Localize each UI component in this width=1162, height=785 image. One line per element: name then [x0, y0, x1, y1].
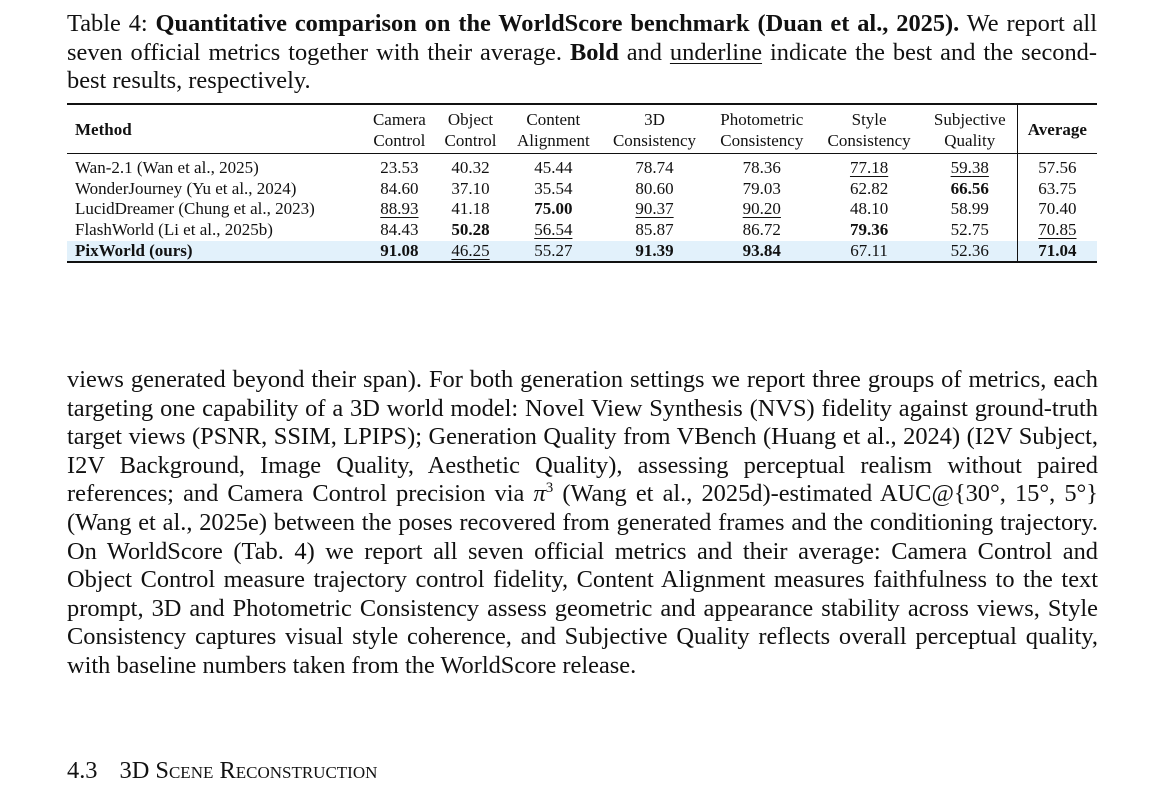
value-cell — [506, 241, 601, 263]
table-row — [67, 199, 1097, 220]
value-cell — [364, 199, 436, 220]
table-row — [67, 179, 1097, 200]
average-cell — [1017, 154, 1097, 179]
table-row — [67, 220, 1097, 241]
value-text: 40.32 — [451, 158, 490, 178]
value-text: 55.27 — [534, 240, 573, 260]
value-text: 78.74 — [635, 158, 674, 178]
average-cell — [1017, 199, 1097, 220]
section-title: 3D Scene Reconstruction — [119, 757, 378, 784]
value-text: 35.54 — [534, 178, 573, 198]
method-cell: LucidDreamer (Chung et al., 2023) — [75, 199, 315, 219]
value-text: 84.43 — [380, 219, 419, 239]
value-text: 79.03 — [742, 178, 781, 198]
value-cell — [708, 179, 815, 200]
method-cell: PixWorld (ours) — [75, 240, 193, 260]
value-cell — [815, 220, 922, 241]
value-text: 52.36 — [950, 240, 989, 260]
method-cell: FlashWorld (Li et al., 2025b) — [75, 219, 273, 239]
value-text: 67.11 — [850, 240, 888, 260]
pi-symbol: π — [533, 480, 546, 508]
value-text: 78.36 — [742, 158, 781, 178]
value-cell — [708, 199, 815, 220]
value-text: 50.28 — [451, 219, 490, 239]
column-header: Object Control — [444, 110, 497, 150]
value-text: 46.25 — [451, 240, 490, 260]
table-row — [67, 241, 1097, 263]
average-cell — [1017, 179, 1097, 200]
average-cell — [1017, 220, 1097, 241]
value-text: 41.18 — [451, 199, 490, 219]
value-cell — [435, 220, 506, 241]
value-cell — [364, 179, 436, 200]
column-header: Style Consistency — [827, 110, 911, 150]
method-cell: WonderJourney (Yu et al., 2024) — [75, 178, 297, 198]
value-text: 85.87 — [635, 219, 674, 239]
value-cell — [364, 241, 436, 263]
section-heading — [67, 757, 377, 785]
average-text: 71.04 — [1038, 240, 1077, 260]
table-row — [67, 154, 1097, 179]
caption-label: Table 4: — [67, 10, 148, 37]
average-text: 57.56 — [1038, 158, 1077, 178]
value-text: 48.10 — [849, 199, 889, 219]
caption-bold-word: Bold — [569, 38, 619, 66]
value-cell — [708, 154, 815, 179]
value-text: 77.18 — [849, 158, 889, 178]
average-header: Average — [1017, 104, 1097, 154]
body-paragraph — [67, 366, 1098, 681]
value-text: 66.56 — [950, 178, 989, 198]
column-header: Content Alignment — [516, 110, 590, 150]
value-text: 90.37 — [635, 199, 674, 219]
value-cell — [435, 199, 506, 220]
value-cell — [815, 199, 922, 220]
value-cell — [601, 154, 708, 179]
average-cell — [1017, 241, 1097, 263]
caption-underline-word: underline — [669, 38, 763, 66]
table-body — [67, 154, 1097, 262]
table-header-row — [67, 104, 1097, 154]
value-text: 91.39 — [635, 240, 674, 260]
value-text: 62.82 — [849, 178, 889, 198]
value-cell — [506, 179, 601, 200]
value-text: 91.08 — [380, 240, 419, 260]
value-cell — [815, 154, 922, 179]
method-cell: Wan-2.1 (Wan et al., 2025) — [75, 158, 259, 178]
value-cell — [601, 241, 708, 263]
value-text: 52.75 — [950, 219, 989, 239]
value-text: 93.84 — [742, 240, 781, 260]
value-text: 80.60 — [635, 178, 674, 198]
average-text: 70.85 — [1038, 219, 1077, 239]
value-cell — [435, 179, 506, 200]
value-text: 90.20 — [742, 199, 781, 219]
caption-text-end: indicate the best and the second-best results, respectively. — [67, 38, 1097, 95]
value-text: 56.54 — [534, 219, 573, 239]
body-text-part-1: views generated beyond their span). For both generation settings we report three groups of metrics, each targeting one capability of a 3D world model: Novel View Synthesis (NVS) fidelity against ground-truth target views (PSNR, SSIM, LPIPS); Generation Quality from VBench (Huang et al., 2024) (I2V Subject, I2V Background, Image Quality, Aesthetic Quality), assessing perceptual realism without paired references; and Camera Control precision via — [67, 366, 1098, 508]
caption-text: We report all seven official metrics together with their average. — [67, 10, 1097, 66]
value-text: 84.60 — [380, 178, 419, 198]
caption-title: Quantitative comparison on the WorldScore benchmark (Duan et al., 2025). — [155, 10, 960, 37]
value-cell — [506, 199, 601, 220]
value-text: 37.10 — [451, 178, 490, 198]
value-text: 45.44 — [534, 158, 573, 178]
value-text: 75.00 — [534, 199, 573, 219]
value-cell — [708, 220, 815, 241]
method-header: Method — [75, 120, 132, 140]
table-caption — [67, 10, 1097, 96]
column-header: Subjective Quality — [933, 110, 1006, 150]
body-text-part-2: (Wang et al., 2025d)-estimated AUC@{30°, 15°, 5°} — [562, 480, 1098, 508]
column-header: Photometric Consistency — [720, 110, 804, 150]
value-cell — [364, 220, 436, 241]
value-cell — [923, 154, 1018, 179]
value-cell — [923, 220, 1018, 241]
value-cell — [815, 179, 922, 200]
value-text: 79.36 — [849, 219, 889, 239]
value-cell — [708, 241, 815, 263]
column-header: Camera Control — [372, 110, 426, 150]
value-text: 88.93 — [380, 199, 419, 219]
value-cell — [923, 179, 1018, 200]
value-cell — [364, 154, 436, 179]
average-text: 63.75 — [1038, 178, 1077, 198]
results-table — [67, 103, 1097, 263]
value-cell — [435, 154, 506, 179]
value-cell — [815, 241, 922, 263]
value-text: 86.72 — [742, 219, 781, 239]
value-text: 23.53 — [380, 158, 419, 178]
value-cell — [923, 199, 1018, 220]
value-cell — [601, 179, 708, 200]
value-cell — [435, 241, 506, 263]
value-cell — [506, 220, 601, 241]
value-text: 59.38 — [950, 158, 989, 178]
average-text: 70.40 — [1038, 199, 1077, 219]
value-cell — [601, 199, 708, 220]
column-header: 3D Consistency — [612, 110, 697, 150]
body-text-part-3: (Wang et al., 2025e) between the poses recovered from generated frames and the conditioning trajectory. On WorldScore (Tab. 4) we report all seven official metrics and their average: Camera Control and Object Control measure trajectory control fidelity, Content Alignment measures faithfulness to the text prompt, 3D and Photometric Consistency assess geometric and appearance stability across views, Style Consistency captures visual style coherence, and Subjective Quality reflects overall perceptual quality, with baseline numbers taken from the WorldScore release. — [67, 508, 1098, 679]
value-cell — [923, 241, 1018, 263]
pi-superscript: 3 — [545, 480, 554, 497]
section-number: 4.3 — [67, 757, 98, 784]
value-cell — [601, 220, 708, 241]
value-text: 58.99 — [950, 199, 989, 219]
caption-and-word: and — [626, 38, 662, 66]
value-cell — [506, 154, 601, 179]
